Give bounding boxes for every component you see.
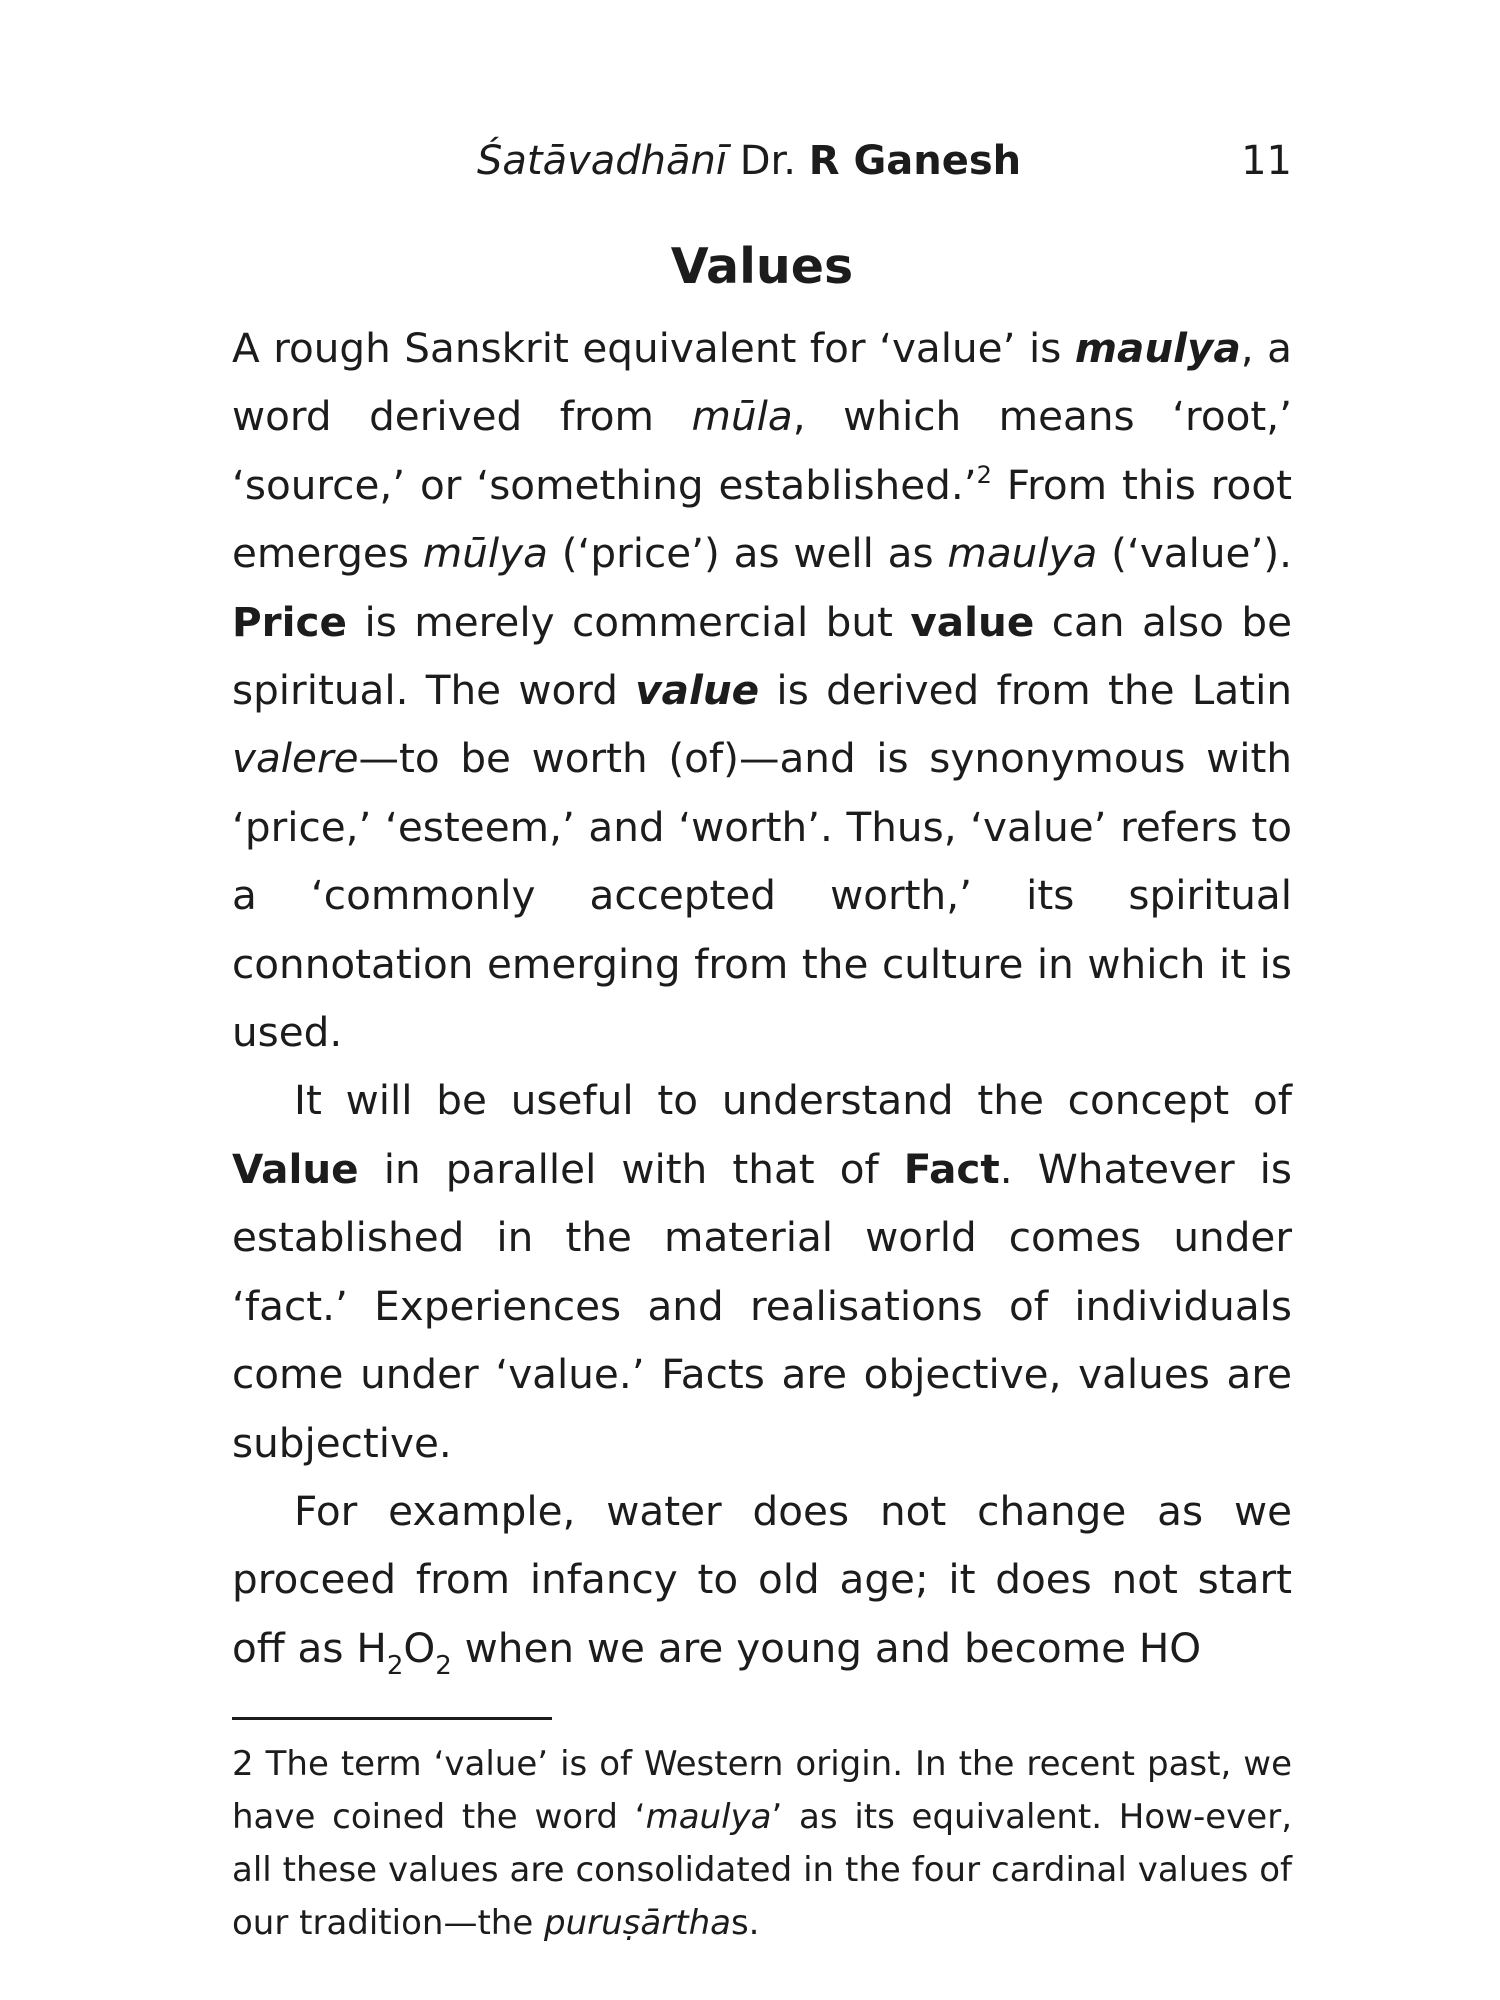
text-run: A rough Sanskrit equivalent for ‘value’ is [232, 324, 1075, 372]
text-run: , a word derived from [232, 324, 1292, 441]
text-run: It will be useful to understand the concept of [294, 1076, 1292, 1125]
text-run: in parallel with that of [358, 1144, 904, 1193]
author-prefix: Dr. [727, 138, 809, 184]
term-mula: mūla [691, 392, 793, 441]
footnote-divider [232, 1717, 552, 1720]
subscript: 2 [386, 1650, 404, 1681]
paragraph-3 [232, 1477, 1292, 1682]
term-mulya: mūlya [422, 529, 548, 578]
text-run: s. [730, 1903, 760, 1943]
page-number: 11 [1241, 138, 1292, 184]
paragraph-1 [232, 314, 1292, 1066]
paragraph-2 [232, 1066, 1292, 1476]
author-surname: R Ganesh [808, 138, 1022, 184]
subscript: 2 [435, 1650, 452, 1681]
text-run: (‘price’) as well as [547, 529, 948, 578]
text-run: (‘value’). [1097, 529, 1292, 578]
body-text [232, 314, 1292, 1682]
author-name [477, 138, 1021, 184]
text-run: 2 The term ‘value’ is of Western origin. In the recent past, we have coined the word ‘ [232, 1744, 1292, 1837]
footnote-2 [232, 1738, 1292, 1950]
text-run: can also be spiritual. The word [232, 597, 1293, 715]
text-run: ’ as its equivalent. How-ever, all these values are consolidated in the four cardinal values of our tradition—the [232, 1797, 1292, 1943]
text-run: is merely commercial but [347, 597, 911, 646]
text-run: —to be worth (of)—and is synonymous with ‘price,’ ‘esteem,’ and ‘worth’. Thus, ‘value’ refers to a ‘commonly accepted worth,’ its spiritual connotation emerging from the culture in which it is used. [232, 734, 1292, 1057]
text-run: . Whatever is established in the material world comes under ‘fact.’ Experiences and realisations of individuals come under ‘value.’ Facts are objective, values are subjective. [232, 1144, 1292, 1467]
text-run: , which means ‘root,’ ‘source,’ or ‘something established.’ [232, 392, 1293, 509]
footnote [232, 1738, 1292, 1950]
footnote-reference: 2 [976, 460, 992, 489]
text-run: For example, water does not change as we proceed from infancy to old age; it does not start off as H [232, 1486, 1292, 1672]
term-value: value [910, 597, 1035, 646]
term-maulya: maulya [645, 1797, 772, 1837]
term-purusartha: puruṣārtha [544, 1903, 731, 1943]
term-fact: Fact [903, 1144, 1000, 1193]
term-maulya: maulya [947, 529, 1098, 578]
section-title: Values [670, 238, 854, 295]
term-valere: valere [232, 734, 359, 783]
term-price: Price [232, 597, 348, 646]
term-maulya: maulya [1074, 324, 1241, 372]
text-run: O [403, 1623, 436, 1672]
running-header [232, 138, 1292, 198]
text-run: is derived from the Latin [759, 666, 1292, 715]
term-value-concept: Value [232, 1144, 359, 1193]
term-value-emphasis: value [635, 666, 760, 715]
text-run: From this root emerges [232, 460, 1292, 578]
author-title: Śatāvadhānī [477, 138, 727, 184]
text-run: when we are young and become HO [451, 1623, 1202, 1672]
